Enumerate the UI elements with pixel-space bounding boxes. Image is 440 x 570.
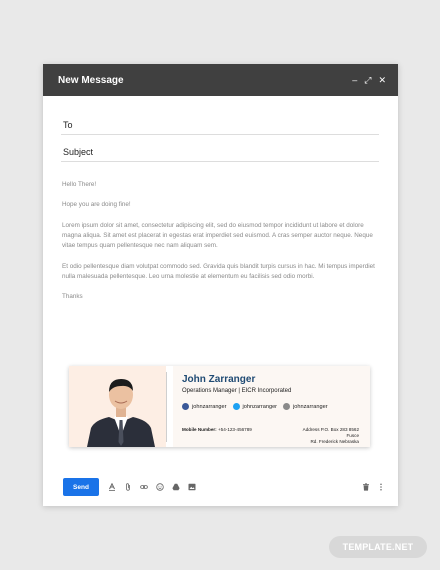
instagram-icon (283, 403, 290, 410)
window-controls (352, 76, 386, 85)
message-paragraph: Et odio pellentesque diam volutpat commodo sed. Gravida quis blandit turpis cursus in hac. Mi tempus imperdiet nulla malesuada pellentesque. Leo urna molestie at elementum eu facilisis sed odio morbi. (62, 262, 375, 280)
signature-socials (182, 403, 328, 410)
social-twitter[interactable] (233, 403, 278, 410)
format-text-icon[interactable] (108, 483, 116, 491)
compose-title: New Message (58, 74, 124, 86)
social-facebook[interactable] (182, 403, 227, 410)
social-handle: johnzarranger (293, 403, 328, 410)
signature-role: Operations Manager | EICR Incorporated (182, 388, 292, 394)
avatar (81, 366, 161, 447)
social-handle: johnzarranger (192, 403, 227, 410)
emoji-icon[interactable] (156, 483, 164, 491)
attach-icon[interactable] (124, 483, 132, 491)
minimize-icon[interactable]: – (352, 74, 358, 85)
address-line: Address P.O. Box 283 8562 Fusce (302, 427, 359, 438)
message-line: Hope you are doing fine! (62, 201, 131, 209)
facebook-icon (182, 403, 189, 410)
toolbar-right (362, 483, 385, 491)
address-line: Rd. Frederick Nebraska (310, 439, 359, 444)
formatting-icons (108, 483, 196, 491)
signature-divider (166, 372, 167, 442)
mobile-value: +54-123-456789 (218, 427, 252, 432)
to-label: To (63, 120, 73, 130)
close-icon[interactable]: ✕ (378, 74, 386, 85)
drive-icon[interactable] (172, 483, 180, 491)
signature-mobile (182, 427, 252, 432)
social-handle: johnzarranger (242, 403, 278, 410)
social-instagram[interactable] (283, 403, 328, 410)
signature-address (299, 427, 359, 445)
send-button[interactable]: Send (63, 478, 99, 496)
signature-name: John Zarranger (182, 374, 256, 385)
message-greeting: Hello There! (62, 181, 97, 188)
to-field[interactable] (61, 112, 379, 135)
compose-window (43, 64, 398, 506)
image-icon[interactable] (188, 483, 196, 491)
expand-icon[interactable]: ⤢ (364, 74, 372, 85)
more-options-icon[interactable] (377, 483, 385, 491)
twitter-icon (233, 403, 240, 410)
message-closing: Thanks (62, 293, 83, 301)
watermark-badge: TEMPLATE.NET (329, 536, 427, 558)
compose-titlebar (43, 64, 398, 96)
message-body[interactable] (62, 180, 376, 313)
email-signature (69, 366, 370, 447)
message-paragraph: Lorem ipsum dolor sit amet, consectetur adipiscing elit, sed do eiusmod tempor incididunt ut labore et dolore magna aliqua. Sit amet est placerat in egestas erat imperdiet sed euismod. A cras semper auctor neque. Neque vitae tempus quam pellentesque nec nam aliquam sem. (62, 221, 373, 250)
link-icon[interactable] (140, 483, 148, 491)
mobile-label: Mobile Number: (182, 427, 217, 432)
subject-field[interactable] (61, 139, 379, 162)
trash-icon[interactable] (362, 483, 370, 491)
compose-toolbar (63, 478, 385, 496)
subject-label: Subject (63, 147, 94, 157)
